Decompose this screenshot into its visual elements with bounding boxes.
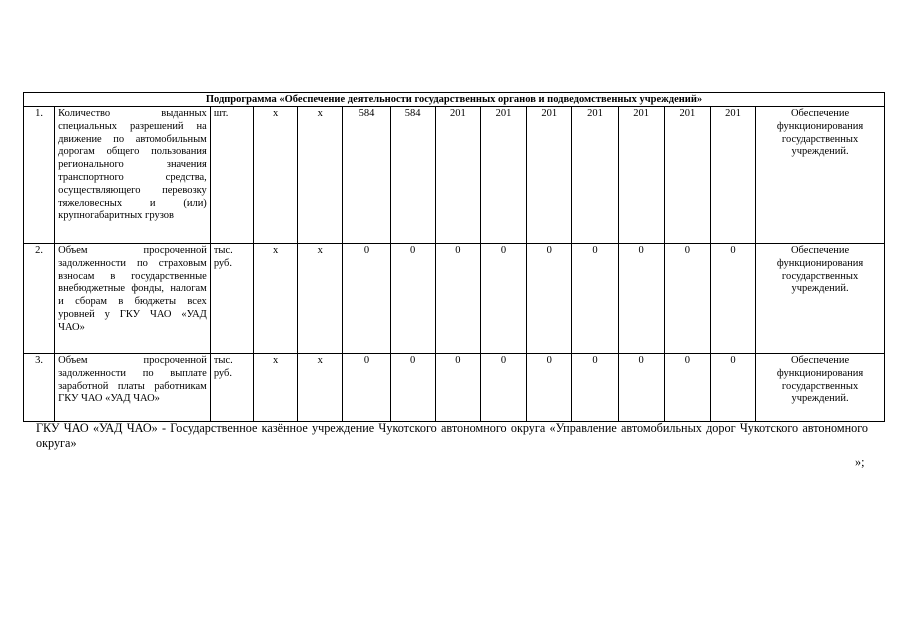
indicators-table (23, 92, 885, 422)
value-cell: х (254, 107, 298, 244)
abbreviation-footnote: ГКУ ЧАО «УАД ЧАО» - Государственное казённое учреждение Чукотского автономного округа «Управление автомобильных дорог Чукотского автономного округа» (36, 421, 868, 450)
value-cell: 201 (480, 107, 526, 244)
row-number: 2. (24, 244, 55, 354)
value-cell: 0 (527, 354, 572, 422)
value-cell: 0 (343, 244, 390, 354)
value-cell: 201 (572, 107, 618, 244)
table-row (24, 244, 885, 354)
value-cell: х (254, 244, 298, 354)
value-cell: 0 (572, 354, 618, 422)
value-cell: 0 (390, 244, 435, 354)
value-cell: 201 (435, 107, 480, 244)
note-cell: Обеспечение функционирования государственных учреждений. (756, 244, 885, 354)
value-cell: 584 (343, 107, 390, 244)
indicator-description: Объем просроченной задолженности по выплате заработной платы работникам ГКУ ЧАО «УАД ЧАО» (55, 354, 211, 422)
value-cell: 201 (527, 107, 572, 244)
value-cell: 584 (390, 107, 435, 244)
row-number: 1. (24, 107, 55, 244)
value-cell: 0 (618, 244, 664, 354)
table-row (24, 354, 885, 422)
value-cell: х (298, 244, 343, 354)
value-cell: х (298, 107, 343, 244)
value-cell: 201 (618, 107, 664, 244)
unit-of-measure: тыс. руб. (210, 244, 253, 354)
value-cell: х (254, 354, 298, 422)
value-cell: 0 (435, 244, 480, 354)
value-cell: 0 (710, 244, 755, 354)
table-row (24, 107, 885, 244)
value-cell: 0 (664, 354, 710, 422)
value-cell: 0 (664, 244, 710, 354)
row-number: 3. (24, 354, 55, 422)
subprogram-header-row (24, 93, 885, 107)
unit-of-measure: шт. (210, 107, 253, 244)
value-cell: 0 (435, 354, 480, 422)
indicator-description: Количество выданных специальных разрешений на движение по автомобильным дорогам общего пользования регионального значения транспортного средства, осуществляющего перевозку тяжеловесных и (или) крупногабаритных грузов (55, 107, 211, 244)
value-cell: 201 (710, 107, 755, 244)
indicator-description: Объем просроченной задолженности по страховым взносам в государственные внебюджетные фонды, налогам и сборам в бюджеты всех уровней у ГКУ ЧАО «УАД ЧАО» (55, 244, 211, 354)
value-cell: 0 (343, 354, 390, 422)
value-cell: 0 (710, 354, 755, 422)
value-cell: 0 (618, 354, 664, 422)
value-cell: 0 (390, 354, 435, 422)
value-cell: 0 (572, 244, 618, 354)
value-cell: 0 (480, 244, 526, 354)
value-cell: 0 (527, 244, 572, 354)
closing-quote-mark: »; (855, 455, 865, 469)
note-cell: Обеспечение функционирования государственных учреждений. (756, 107, 885, 244)
subprogram-title: Подпрограмма «Обеспечение деятельности государственных органов и подведомственных учреждений» (24, 93, 885, 107)
value-cell: х (298, 354, 343, 422)
value-cell: 201 (664, 107, 710, 244)
value-cell: 0 (480, 354, 526, 422)
unit-of-measure: тыс. руб. (210, 354, 253, 422)
note-cell: Обеспечение функционирования государственных учреждений. (756, 354, 885, 422)
